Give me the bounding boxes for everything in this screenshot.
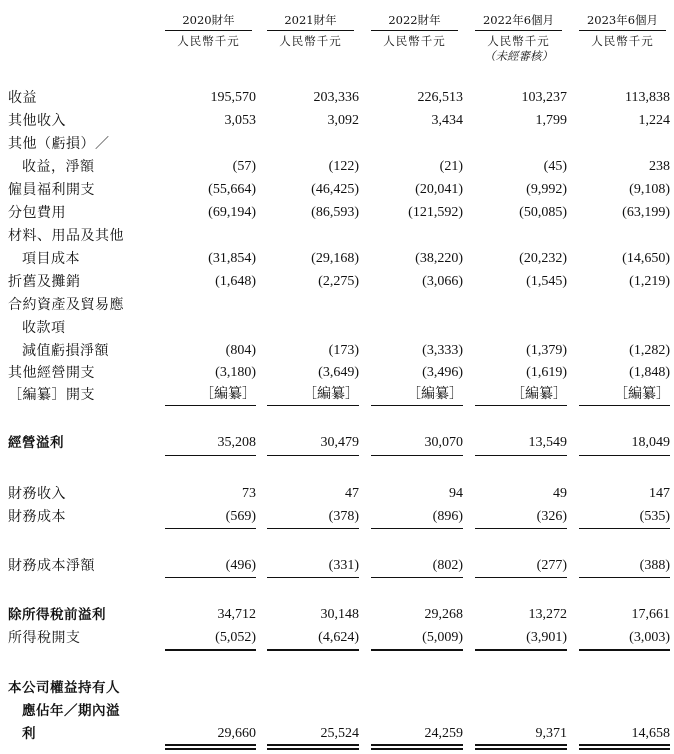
row-value: (14,650) [622, 251, 670, 266]
row-label: 所得稅開支 [8, 630, 81, 646]
column-rule [165, 528, 256, 529]
table-row [0, 271, 674, 293]
column-rule [267, 748, 359, 750]
row-label: 項目成本 [22, 251, 80, 267]
column-header-2022-6m [475, 13, 562, 64]
row-label: 財務成本 [8, 509, 66, 525]
row-value: (535) [639, 509, 670, 524]
row-value: 24,259 [424, 726, 463, 741]
row-value: 49 [553, 486, 567, 501]
row-label: 收益，淨額 [22, 159, 95, 175]
row-value: (4,624) [318, 630, 359, 645]
row-value: (896) [432, 509, 463, 524]
row-label: ［編纂］開支 [8, 387, 95, 403]
row-label: 合約資產及貿易應 [8, 297, 124, 313]
table-row [0, 179, 674, 201]
row-value: (121,592) [408, 205, 463, 220]
row-value: (31,854) [208, 251, 256, 266]
row-value: 30,479 [320, 435, 359, 450]
column-header-2021 [267, 13, 354, 49]
row-value: (3,649) [318, 365, 359, 380]
row-value: 94 [449, 486, 463, 501]
row-label: 利 [22, 726, 36, 742]
row-label: 收益 [8, 90, 37, 106]
row-value: (173) [328, 343, 359, 358]
column-rule [267, 455, 359, 456]
row-label: 經營溢利 [8, 435, 64, 451]
table-row [0, 87, 674, 109]
row-value: (20,232) [519, 251, 567, 266]
row-value: 238 [649, 159, 670, 174]
row-label: 減值虧損淨額 [22, 343, 109, 359]
row-value: (46,425) [311, 182, 359, 197]
column-header-2020 [165, 13, 252, 49]
table-row [0, 384, 674, 406]
column-rule [579, 748, 670, 750]
row-value: 29,268 [424, 607, 463, 622]
row-value: (122) [328, 159, 359, 174]
row-value: (326) [536, 509, 567, 524]
column-rule [475, 528, 567, 529]
row-value: (63,199) [622, 205, 670, 220]
row-value: (50,085) [519, 205, 567, 220]
column-rule [475, 748, 567, 750]
column-rule [579, 455, 670, 456]
row-value: (3,901) [526, 630, 567, 645]
column-rule [165, 748, 256, 750]
row-value: (45) [543, 159, 567, 174]
column-rule [165, 577, 256, 578]
row-value: (3,066) [422, 274, 463, 289]
table-row [0, 248, 674, 270]
column-rule [475, 649, 567, 651]
row-value: (3,333) [422, 343, 463, 358]
row-value: ［編纂］ [200, 387, 256, 402]
row-value: 34,712 [217, 607, 256, 622]
column-note: （未經審核） [484, 49, 553, 63]
row-value: (29,168) [311, 251, 359, 266]
row-value: (1,848) [629, 365, 670, 380]
table-row [0, 700, 674, 722]
row-label: 財務收入 [8, 486, 66, 502]
row-label: 折舊及攤銷 [8, 274, 81, 290]
column-rule [267, 405, 359, 406]
row-value: 1,224 [638, 113, 670, 128]
row-value: (69,194) [208, 205, 256, 220]
column-period: 2022財年 [371, 13, 458, 31]
table-row [0, 317, 674, 339]
column-rule [475, 455, 567, 456]
row-value: 30,070 [424, 435, 463, 450]
row-label: 材料、用品及其他 [8, 228, 124, 244]
row-value: (21) [439, 159, 463, 174]
row-value: (38,220) [415, 251, 463, 266]
column-rule [267, 528, 359, 529]
row-value: 147 [649, 486, 670, 501]
column-rule [165, 744, 256, 746]
row-value: ［編纂］ [407, 387, 463, 402]
row-value: (9,108) [629, 182, 670, 197]
row-value: (1,282) [629, 343, 670, 358]
column-unit: 人民幣千元 [279, 34, 342, 48]
row-value: 29,660 [217, 726, 256, 741]
column-rule [267, 744, 359, 746]
row-value: 35,208 [217, 435, 256, 450]
row-value: 103,237 [521, 90, 567, 105]
table-row [0, 627, 674, 649]
row-value: 17,661 [631, 607, 670, 622]
table-row [0, 340, 674, 362]
row-label: 收款項 [22, 320, 66, 336]
column-header-2022 [371, 13, 458, 49]
table-row [0, 604, 674, 626]
column-rule [371, 405, 463, 406]
row-value: 13,549 [528, 435, 567, 450]
column-rule [371, 748, 463, 750]
row-value: 30,148 [320, 607, 359, 622]
table-row [0, 362, 674, 384]
column-rule [371, 577, 463, 578]
row-value: (55,664) [208, 182, 256, 197]
column-period: 2020財年 [165, 13, 252, 31]
row-value: (569) [225, 509, 256, 524]
column-rule [371, 744, 463, 746]
column-unit: 人民幣千元 [177, 34, 240, 48]
row-value: (3,180) [215, 365, 256, 380]
row-value: 73 [242, 486, 256, 501]
column-rule [579, 405, 670, 406]
column-header-2023-6m [579, 13, 666, 49]
row-value: (277) [536, 558, 567, 573]
column-rule [579, 649, 670, 651]
row-label: 應佔年／期內溢 [22, 703, 120, 719]
row-value: (804) [225, 343, 256, 358]
column-rule [579, 528, 670, 529]
column-unit: 人民幣千元 [383, 34, 446, 48]
row-value: (1,545) [526, 274, 567, 289]
column-rule [165, 649, 256, 651]
row-value: (378) [328, 509, 359, 524]
row-value: (3,496) [422, 365, 463, 380]
row-label: 僱員福利開支 [8, 182, 95, 198]
table-row [0, 506, 674, 528]
column-rule [371, 528, 463, 529]
row-value: (1,619) [526, 365, 567, 380]
column-rule [165, 455, 256, 456]
column-rule [267, 577, 359, 578]
row-label: 財務成本淨額 [8, 558, 95, 574]
row-label: 分包費用 [8, 205, 66, 221]
row-value: (496) [225, 558, 256, 573]
row-value: (3,003) [629, 630, 670, 645]
table-row [0, 133, 674, 155]
row-value: (57) [232, 159, 256, 174]
row-value: 13,272 [528, 607, 567, 622]
row-value: (9,992) [526, 182, 567, 197]
row-value: 1,799 [535, 113, 567, 128]
column-rule [475, 577, 567, 578]
column-unit: 人民幣千元 [487, 34, 550, 48]
row-value: (5,052) [215, 630, 256, 645]
row-label: 其他收入 [8, 113, 66, 129]
table-row [0, 156, 674, 178]
row-value: 14,658 [631, 726, 670, 741]
table-row [0, 294, 674, 316]
row-value: ［編纂］ [303, 387, 359, 402]
row-value: (1,379) [526, 343, 567, 358]
column-period: 2023年6個月 [579, 13, 666, 31]
column-rule [475, 744, 567, 746]
row-value: (2,275) [318, 274, 359, 289]
row-value: 195,570 [210, 90, 256, 105]
row-label: 本公司權益持有人 [8, 680, 120, 696]
row-value: 18,049 [631, 435, 670, 450]
row-value: 226,513 [417, 90, 463, 105]
table-row [0, 555, 674, 577]
row-label: 其他（虧損）／ [8, 136, 110, 152]
table-row [0, 723, 674, 745]
row-value: 25,524 [320, 726, 359, 741]
column-rule [165, 405, 256, 406]
column-rule [579, 577, 670, 578]
row-value: 113,838 [625, 90, 670, 105]
row-value: (1,219) [629, 274, 670, 289]
table-row [0, 432, 674, 454]
row-value: 203,336 [313, 90, 359, 105]
row-value: (5,009) [422, 630, 463, 645]
column-rule [579, 744, 670, 746]
column-rule [475, 405, 567, 406]
row-value: (20,041) [415, 182, 463, 197]
table-row [0, 225, 674, 247]
row-label: 其他經營開支 [8, 365, 95, 381]
row-value: 9,371 [535, 726, 567, 741]
row-value: (1,648) [215, 274, 256, 289]
row-value: (388) [639, 558, 670, 573]
table-row [0, 110, 674, 132]
column-period: 2022年6個月 [475, 13, 562, 31]
row-value: (86,593) [311, 205, 359, 220]
table-row [0, 202, 674, 224]
column-unit: 人民幣千元 [591, 34, 654, 48]
row-value: 3,053 [224, 113, 256, 128]
row-value: ［編纂］ [511, 387, 567, 402]
column-rule [371, 455, 463, 456]
row-value: 3,092 [327, 113, 359, 128]
row-value: 47 [345, 486, 359, 501]
column-rule [267, 649, 359, 651]
table-row [0, 677, 674, 699]
table-row [0, 483, 674, 505]
row-value: (331) [328, 558, 359, 573]
column-rule [371, 649, 463, 651]
row-value: 3,434 [431, 113, 463, 128]
row-value: (802) [432, 558, 463, 573]
row-value: ［編纂］ [614, 387, 670, 402]
row-label: 除所得稅前溢利 [8, 607, 106, 623]
column-period: 2021財年 [267, 13, 354, 31]
